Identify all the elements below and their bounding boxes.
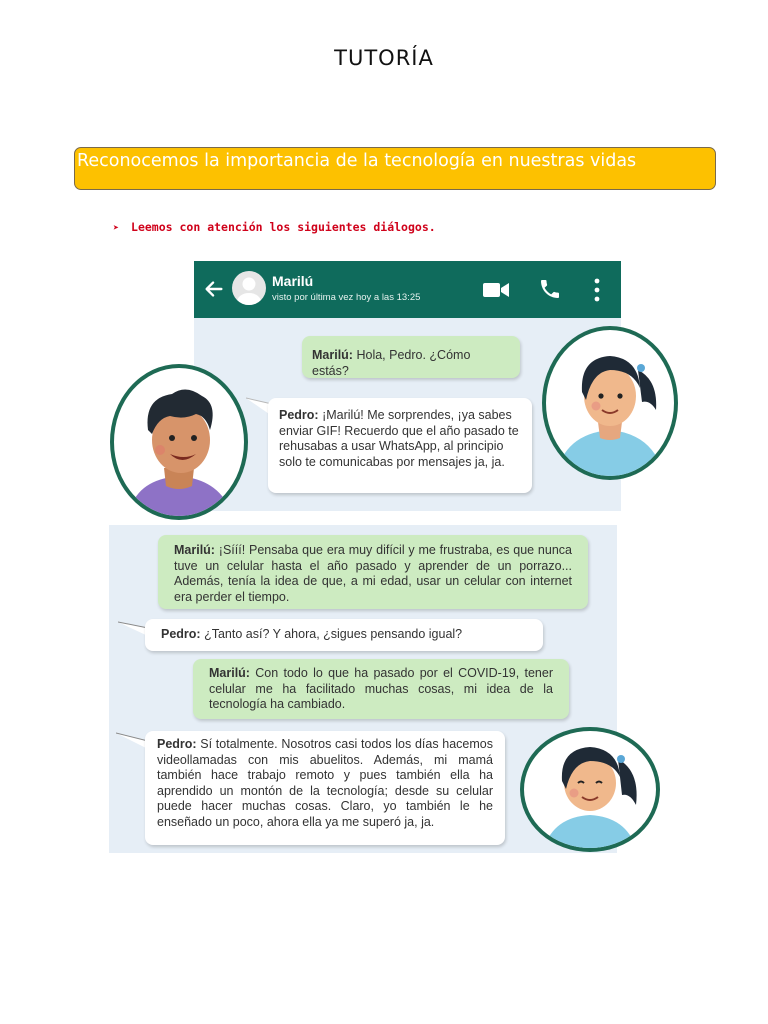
message-marilu: [158, 535, 588, 609]
message-pedro: [145, 619, 543, 651]
user-silhouette-icon: [232, 271, 266, 305]
contact-name: Marilú: [272, 273, 314, 289]
section-banner: [74, 147, 716, 190]
marilu-illustration: [524, 731, 656, 848]
message-text: ¡Sííí! Pensaba que era muy difícil y me frustraba, es que nunca tuve un celular hasta el año pasado y aprender de un porrazo... Además, tenía la idea de que, a mi edad, usar un celular con internet era perder el tiempo.: [174, 543, 572, 604]
speaker-name: Marilú:: [174, 543, 215, 557]
pedro-illustration: [114, 368, 244, 516]
document-title: TUTORÍA: [334, 46, 434, 70]
phone-icon[interactable]: [538, 277, 562, 301]
marilu-illustration: [546, 330, 674, 476]
message-text: Con todo lo que ha pasado por el COVID-19, tener celular me ha facilitado muchas cosas, mi idea de la tecnología ha cambiado.: [209, 666, 553, 711]
marilu-portrait: [520, 727, 660, 852]
contact-avatar[interactable]: [232, 271, 266, 305]
message-pedro: [145, 731, 505, 845]
message-text: Sí totalmente. Nosotros casi todos los días hacemos videollamadas con mis abuelitos. Además, mi mamá también hace trabajo remoto y pues también ella ha aprendido un montón de la tecnología; desde su celular puede hacer muchas cosas. Claro, yo también le he enseñado un poco, ahora ella ya me superó ja, ja.: [157, 737, 493, 829]
instruction-line: [113, 220, 436, 234]
message-pedro: [268, 398, 532, 493]
speaker-name: Marilú:: [312, 348, 353, 362]
message-text: ¡Marilú! Me sorprendes, ¡ya sabes enviar GIF! Recuerdo que el año pasado te rehusabas a usar WhatsApp, al principio solo te comunicabas por mensajes ja, ja.: [279, 408, 519, 469]
message-marilu: [302, 336, 520, 378]
message-marilu: [193, 659, 569, 719]
message-text: Hola, Pedro. ¿Cómo estás?: [312, 348, 471, 378]
pedro-portrait: [110, 364, 248, 520]
banner-text: Reconocemos la importancia de la tecnología en nuestras vidas: [77, 151, 637, 171]
contact-last-seen: visto por última vez hoy a las 13:25: [272, 292, 421, 303]
arrowhead-bullet-icon: ➤: [113, 223, 120, 234]
speaker-name: Pedro:: [161, 627, 201, 641]
marilu-portrait: [542, 326, 678, 480]
arrow-left-icon[interactable]: [203, 278, 225, 300]
speaker-name: Pedro:: [279, 408, 319, 422]
instruction-text: Leemos con atención los siguientes diálogos.: [131, 220, 436, 234]
speaker-name: Marilú:: [209, 666, 250, 680]
chat-header: [194, 261, 621, 318]
video-call-icon[interactable]: [482, 280, 510, 300]
speaker-name: Pedro:: [157, 737, 197, 751]
message-text: ¿Tanto así? Y ahora, ¿sigues pensando igual?: [204, 627, 463, 641]
more-vertical-icon[interactable]: [592, 277, 602, 303]
